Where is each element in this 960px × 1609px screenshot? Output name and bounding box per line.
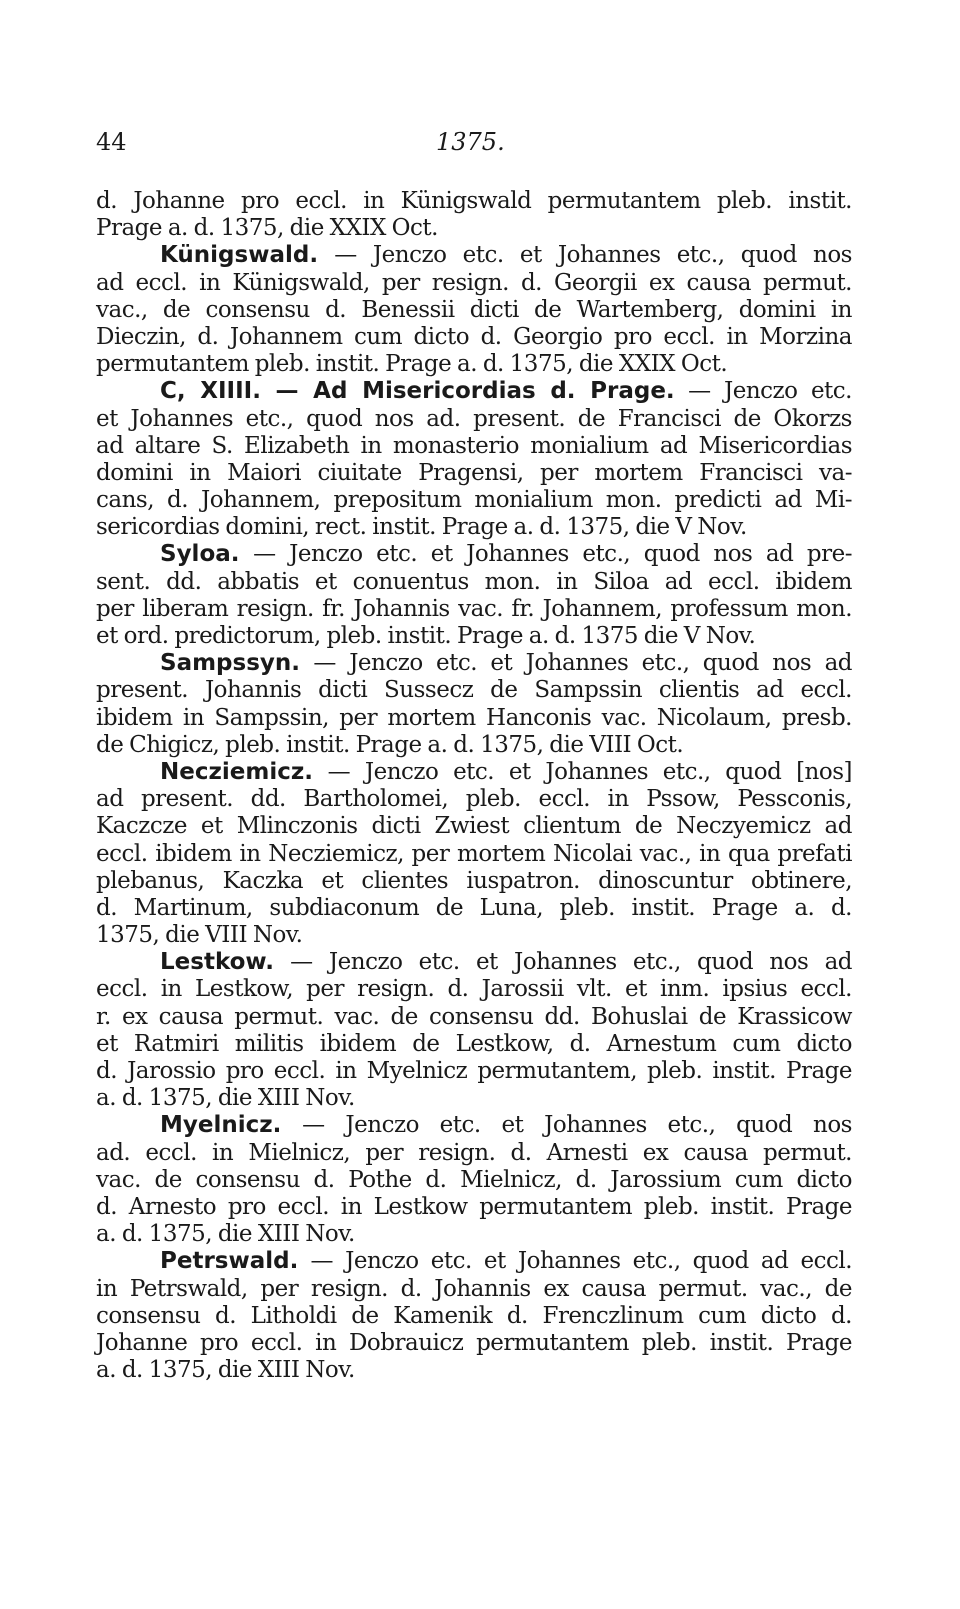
entry-keyword: Künigswald. bbox=[160, 242, 319, 269]
text-line bbox=[96, 1330, 852, 1357]
text-line bbox=[96, 324, 852, 351]
line-text: 1375, die VIII Nov. bbox=[96, 922, 303, 949]
entry-keyword: Myelnicz. bbox=[160, 1112, 282, 1139]
line-text: cans, d. Johannem, prepositum monialium mon. predicti ad Mi- bbox=[96, 487, 852, 514]
line-text: — Jenczo etc. et Johannes etc., quod ad eccl. bbox=[298, 1248, 852, 1275]
text-line bbox=[96, 786, 852, 813]
line-text: consensu d. Litholdi de Kamenik d. Frenczlinum cum dicto d. bbox=[96, 1302, 852, 1329]
line-text: ibidem in Sampssin, per mortem Hanconis vac. Nicolaum, presb. bbox=[96, 704, 852, 731]
line-text: — Jenczo etc. et Johannes etc., quod nos ad pre- bbox=[239, 541, 852, 568]
text-line bbox=[96, 406, 852, 433]
line-text: per liberam resign. fr. Johannis vac. fr. Johannem, professum mon. bbox=[96, 595, 852, 622]
text-line bbox=[96, 1058, 852, 1085]
running-header-year: 1375. bbox=[436, 128, 505, 156]
page-number: 44 bbox=[96, 128, 127, 156]
line-text: Johanne pro eccl. in Dobrauicz permutantem pleb. instit. Prage bbox=[96, 1329, 852, 1356]
text-line bbox=[96, 868, 852, 895]
line-text: — Jenczo etc. bbox=[674, 378, 852, 405]
line-text: — Jenczo etc. et Johannes etc., quod nos ad bbox=[273, 949, 852, 976]
entry-heading-line bbox=[96, 1248, 852, 1275]
text-line bbox=[96, 1085, 852, 1112]
text-line bbox=[96, 433, 852, 460]
line-text: in Petrswald, per resign. d. Johannis ex causa permut. vac., de bbox=[96, 1275, 852, 1302]
line-text: — Jenczo etc. et Johannes etc., quod [nos] bbox=[312, 758, 852, 785]
text-line bbox=[96, 188, 852, 215]
line-text: sericordias domini, rect. instit. Prage a. d. 1375, die V Nov. bbox=[96, 514, 747, 541]
line-text: d. Martinum, subdiaconum de Luna, pleb. instit. Prage a. d. bbox=[96, 894, 852, 921]
entry-keyword: Syloa. bbox=[160, 541, 240, 568]
line-text: — Jenczo etc. et Johannes etc., quod nos bbox=[281, 1112, 852, 1139]
line-text: ad eccl. in Künigswald, per resign. d. Georgii ex causa permut. bbox=[96, 269, 852, 296]
text-line bbox=[96, 841, 852, 868]
text-line bbox=[96, 705, 852, 732]
text-line bbox=[96, 1276, 852, 1303]
line-text: r. ex causa permut. vac. de consensu dd. Bohuslai de Krassicow bbox=[96, 1003, 852, 1030]
line-text: eccl. ibidem in Necziemicz, per mortem Nicolai vac., in qua prefati bbox=[96, 840, 852, 867]
entry-keyword: Sampssyn. bbox=[160, 650, 300, 677]
entry-heading-line bbox=[96, 541, 852, 568]
line-text: et Ratmiri militis ibidem de Lestkow, d. Arnestum cum dicto bbox=[96, 1030, 852, 1057]
line-text: present. Johannis dicti Sussecz de Sampssin clientis ad eccl. bbox=[96, 677, 852, 704]
text-line bbox=[96, 596, 852, 623]
line-text: — Jenczo etc. et Johannes etc., quod nos bbox=[318, 242, 852, 269]
line-text: ad altare S. Elizabeth in monasterio monialium ad Misericordias bbox=[96, 432, 852, 459]
line-text: ad present. dd. Bartholomei, pleb. eccl. in Pssow, Pessconis, bbox=[96, 786, 852, 813]
line-text: eccl. in Lestkow, per resign. d. Jarossii vlt. et inm. ipsius eccl. bbox=[96, 976, 852, 1003]
entry-keyword: Lestkow. bbox=[160, 949, 274, 976]
entry-heading-line bbox=[96, 378, 852, 405]
line-text: a. d. 1375, die XIII Nov. bbox=[96, 1357, 355, 1384]
text-line bbox=[96, 514, 852, 541]
entry-keyword: Petrswald. bbox=[160, 1248, 299, 1275]
line-text: d. Arnesto pro eccl. in Lestkow permutantem pleb. instit. Prage bbox=[96, 1193, 852, 1220]
entry-heading-line bbox=[96, 949, 852, 976]
text-line bbox=[96, 1004, 852, 1031]
line-text: ad. eccl. in Mielnicz, per resign. d. Arnesti ex causa permut. bbox=[96, 1139, 852, 1166]
line-text: sent. dd. abbatis et conuentus mon. in Siloa ad eccl. ibidem bbox=[96, 568, 852, 595]
line-text: de Chigicz, pleb. instit. Prage a. d. 1375, die VIII Oct. bbox=[96, 731, 684, 758]
line-text: et Johannes etc., quod nos ad. present. de Francisci de Okorzs bbox=[96, 405, 852, 432]
entry-keyword: Necziemicz. bbox=[160, 758, 313, 785]
text-line bbox=[96, 895, 852, 922]
text-line bbox=[96, 976, 852, 1003]
entry-heading-line bbox=[96, 650, 852, 677]
text-line bbox=[96, 1167, 852, 1194]
text-line bbox=[96, 1357, 852, 1384]
text-line bbox=[96, 297, 852, 324]
text-line bbox=[96, 1031, 852, 1058]
document-page bbox=[96, 128, 852, 1384]
line-text: vac., de consensu d. Benessii dicti de Wartemberg, domini in bbox=[96, 296, 852, 323]
text-line bbox=[96, 1140, 852, 1167]
line-text: plebanus, Kaczka et clientes iuspatron. dinoscuntur obtinere, bbox=[96, 867, 852, 894]
entry-heading-line bbox=[96, 759, 852, 786]
text-line bbox=[96, 732, 852, 759]
text-line bbox=[96, 569, 852, 596]
text-line bbox=[96, 1194, 852, 1221]
text-line bbox=[96, 1303, 852, 1330]
text-line bbox=[96, 270, 852, 297]
line-text: Kaczcze et Mlinczonis dicti Zwiest clientum de Neczyemicz ad bbox=[96, 813, 852, 840]
text-line bbox=[96, 922, 852, 949]
line-text: a. d. 1375, die XIII Nov. bbox=[96, 1221, 355, 1248]
text-line bbox=[96, 460, 852, 487]
line-text: d. Jarossio pro eccl. in Myelnicz permutantem, pleb. instit. Prage bbox=[96, 1058, 852, 1084]
text-line bbox=[96, 215, 852, 242]
text-line bbox=[96, 487, 852, 514]
line-text: et ord. predictorum, pleb. instit. Prage a. d. 1375 die V Nov. bbox=[96, 623, 756, 649]
entry-keyword: C, XIIII. — Ad Misericordias d. Prage. bbox=[160, 378, 675, 405]
text-line bbox=[96, 813, 852, 840]
line-text: a. d. 1375, die XIII Nov. bbox=[96, 1085, 355, 1112]
page-header bbox=[96, 128, 852, 164]
line-text: Dieczin, d. Johannem cum dicto d. Georgio pro eccl. in Morzina bbox=[96, 323, 852, 350]
text-line bbox=[96, 623, 852, 650]
line-text: — Jenczo etc. et Johannes etc., quod nos ad bbox=[300, 650, 852, 677]
line-text: domini in Maiori ciuitate Pragensi, per mortem Francisci va- bbox=[96, 459, 852, 486]
entry-heading-line bbox=[96, 1112, 852, 1139]
text-line bbox=[96, 351, 852, 378]
text-line bbox=[96, 677, 852, 704]
line-text: permutantem pleb. instit. Prage a. d. 1375, die XXIX Oct. bbox=[96, 351, 728, 378]
text-line bbox=[96, 1221, 852, 1248]
line-text: d. Johanne pro eccl. in Künigswald permutantem pleb. instit. bbox=[96, 188, 852, 214]
line-text: Prage a. d. 1375, die XXIX Oct. bbox=[96, 215, 438, 242]
body-text bbox=[96, 188, 852, 1384]
line-text: vac. de consensu d. Pothe d. Mielnicz, d. Jarossium cum dicto bbox=[96, 1166, 852, 1193]
entry-heading-line bbox=[96, 242, 852, 269]
